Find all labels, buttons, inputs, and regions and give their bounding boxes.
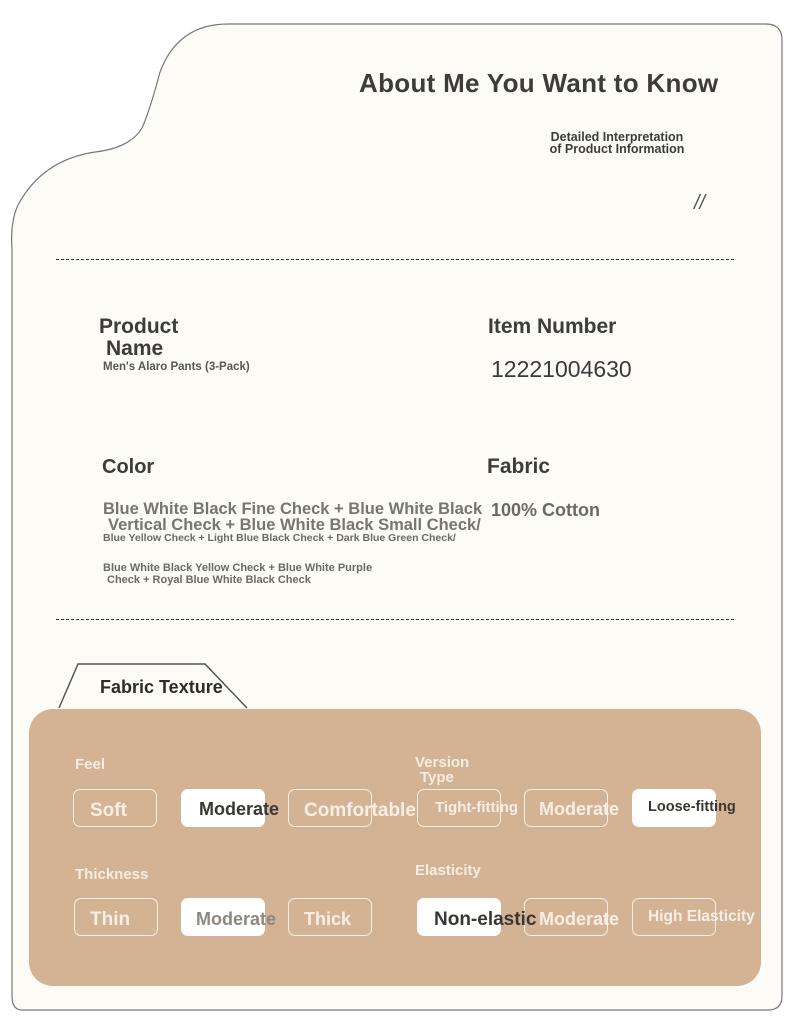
version-type-label (415, 755, 469, 785)
thickness-text-thin: Thin (90, 909, 131, 930)
feel-label: Feel (75, 756, 106, 773)
feel-text-moderate: Moderate (199, 799, 280, 819)
thickness-text-thick: Thick (304, 909, 352, 929)
version-label-line2: Type (420, 769, 454, 786)
divider-bottom (56, 619, 734, 620)
feel-text-comfortable: Comfortable (304, 800, 416, 821)
product-name-label-line1: Product (99, 315, 179, 338)
color-label: Color (102, 456, 155, 478)
version-text-tight: Tight-fitting (435, 799, 519, 816)
product-name-label (99, 316, 178, 360)
subtitle-line-2: of Product Information (549, 142, 685, 156)
elasticity-text-high: High Elasticity (648, 908, 755, 925)
decorative-slashes: // (694, 192, 706, 214)
color-value-extra (103, 563, 372, 586)
color-line-1: Blue White Black Fine Check + Blue White Black (103, 500, 483, 518)
product-name-label-line2: Name (106, 337, 164, 360)
color-line-4: Blue White Black Yellow Check + Blue White Purple (103, 562, 373, 574)
fabric-texture-tab: Fabric Texture (100, 677, 223, 697)
elasticity-text-non-elastic: Non-elastic (434, 909, 537, 930)
feel-text-soft: Soft (90, 800, 127, 821)
fabric-value: 100% Cotton (491, 500, 601, 520)
thickness-text-moderate: Moderate (196, 909, 277, 929)
version-label-line1: Version (415, 754, 470, 771)
page-title: About Me You Want to Know (359, 68, 719, 98)
texture-panel (29, 709, 761, 986)
item-number-label: Item Number (488, 315, 617, 338)
divider-top (56, 259, 734, 260)
page-subtitle (540, 131, 694, 155)
elasticity-text-moderate: Moderate (539, 909, 620, 929)
product-name-value: Men's Alaro Pants (3-Pack) (103, 361, 250, 373)
color-line-5: Check + Royal Blue White Black Check (107, 573, 311, 586)
color-line-3: Blue Yellow Check + Light Blue Black Check + Dark Blue Green Check/ (103, 532, 456, 544)
color-value-main (103, 501, 482, 533)
version-text-loose: Loose-fitting (648, 799, 736, 815)
elasticity-label: Elasticity (415, 862, 481, 879)
item-number-value: 12221004630 (491, 356, 632, 382)
thickness-label: Thickness (75, 866, 149, 883)
color-line-2: Vertical Check + Blue White Black Small Check/ (108, 516, 481, 534)
fabric-label: Fabric (487, 455, 551, 478)
subtitle-line-1: Detailed Interpretation (550, 130, 684, 144)
version-text-moderate: Moderate (539, 799, 620, 819)
